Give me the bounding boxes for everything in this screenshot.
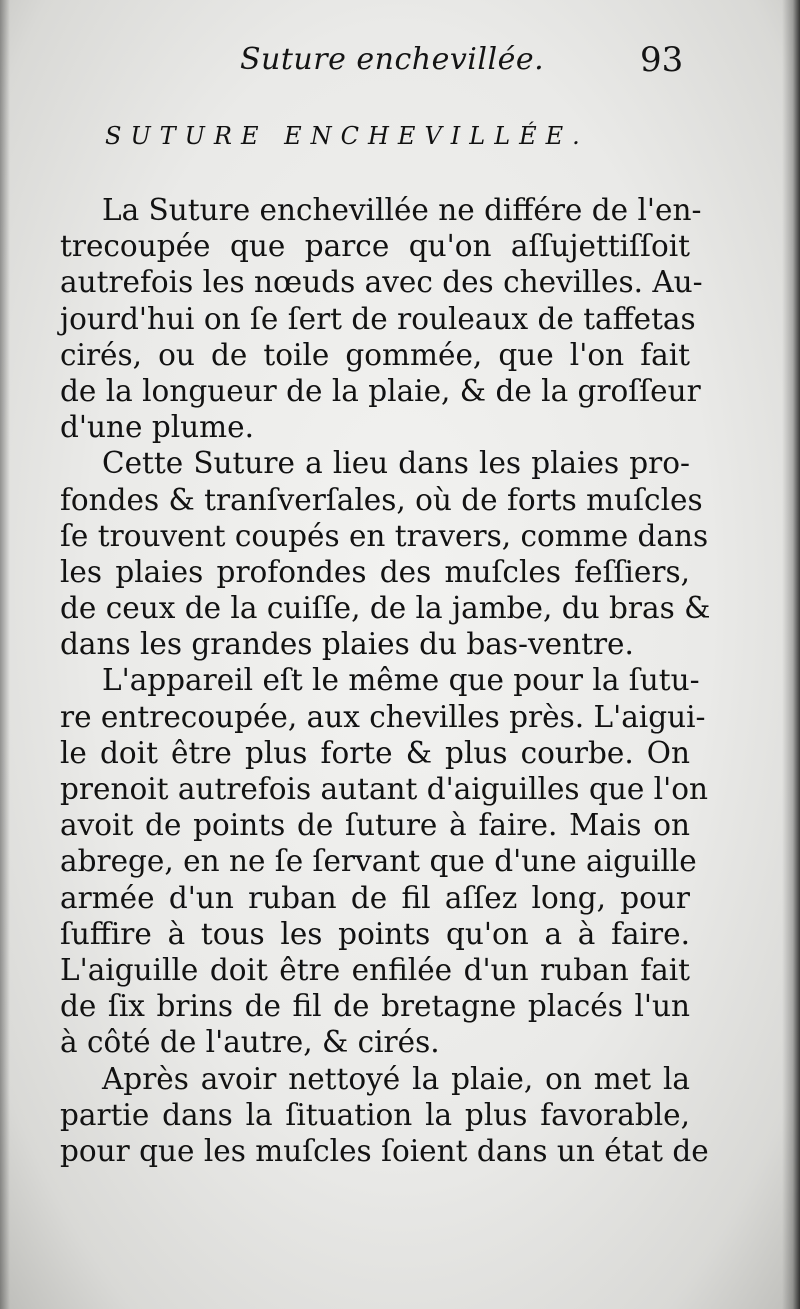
paragraph-1-line-1: La Suture enchevillée ne différe de l'en-	[102, 193, 702, 227]
paragraph-4-line-2: partie dans la ſituation la plus favorable,	[60, 1097, 690, 1132]
paragraph-1-line-2: trecoupée que parce qu'on aſſujettiſſoit	[60, 229, 690, 264]
paragraph-3-line-10: de ſix brins de fil de bretagne placés l'un	[60, 989, 690, 1024]
paragraph-1-line-5: cirés, ou de toile gommée, que l'on fait	[60, 337, 690, 372]
page-gutter-shadow	[782, 0, 800, 1309]
paragraph-2-line-3: ſe trouvent coupés en travers, comme dans	[60, 518, 709, 553]
paragraph-3-line-9: L'aiguille doit être enfilée d'un ruban fait	[60, 952, 690, 987]
section-heading: SUTURE ENCHEVILLÉE.	[105, 122, 589, 150]
running-title: Suture enchevillée.	[240, 42, 545, 77]
running-head	[0, 40, 800, 88]
paragraph-1-line-3: autrefois les nœuds avec des chevilles. Au-	[60, 265, 703, 300]
paragraph-3-line-7: armée d'un ruban de fil aſſez long, pour	[60, 880, 690, 915]
page-left-edge-shadow	[0, 0, 10, 1309]
paragraph-3-line-1: L'appareil eſt le même que pour la ſutu-	[102, 663, 700, 698]
paragraph-3-line-5: avoit de points de ſuture à faire. Mais on	[60, 808, 690, 843]
paragraph-2-line-4: les plaies profondes des muſcles feſſiers,	[60, 554, 690, 589]
body-text	[60, 192, 711, 1169]
paragraph-4-line-3: pour que les muſcles ſoient dans un état de	[60, 1133, 709, 1168]
page-number: 93	[640, 40, 684, 80]
paragraph-3-line-2: re entrecoupée, aux chevilles près. L'aigui-	[60, 699, 706, 734]
paragraph-3-line-6: abrege, en ne ſe ſervant que d'une aiguille	[60, 844, 697, 879]
paragraph-2-line-2: fondes & tranſverſales, où de forts muſcles	[60, 482, 703, 517]
paragraph-1-line-6: de la longueur de la plaie, & de la groſſeur	[60, 373, 701, 408]
paragraph-3-line-11: à côté de l'autre, & cirés.	[60, 1025, 440, 1060]
paragraph-4-line-1: Après avoir nettoyé la plaie, on met la	[102, 1061, 690, 1096]
paragraph-2-line-6: dans les grandes plaies du bas-ventre.	[60, 627, 634, 662]
paragraph-3-line-4: prenoit autrefois autant d'aiguilles que l'on	[60, 772, 708, 806]
paragraph-3-line-8: ſuffire à tous les points qu'on a à faire.	[60, 916, 690, 951]
paragraph-1-line-4: jourd'hui on ſe ſert de rouleaux de taffetas	[60, 301, 696, 336]
paragraph-2-line-1: Cette Suture a lieu dans les plaies pro-	[102, 446, 690, 481]
paragraph-3-line-3: le doit être plus forte & plus courbe. On	[60, 735, 690, 770]
paragraph-1-line-7: d'une plume.	[60, 410, 254, 445]
paragraph-2-line-5: de ceux de la cuiſſe, de la jambe, du bras &	[60, 591, 711, 626]
